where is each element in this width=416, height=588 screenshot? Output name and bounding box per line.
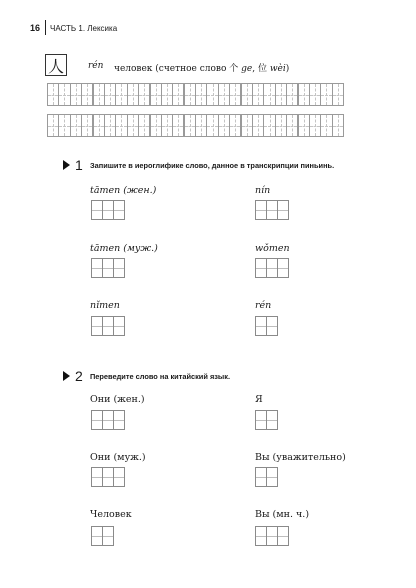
answer-boxes[interactable]	[255, 316, 277, 336]
practice-cell[interactable]	[195, 83, 207, 106]
running-title: ЧАСТЬ 1. Лексика	[50, 24, 118, 33]
answer-box[interactable]	[113, 316, 125, 336]
counter-char-2: 位	[257, 64, 267, 74]
practice-cell[interactable]	[161, 114, 173, 137]
item-label: Человек	[90, 509, 132, 520]
item-label: Вы (мн. ч.)	[255, 509, 310, 520]
answer-box[interactable]	[102, 526, 114, 546]
item-label: Вы (уважительно)	[255, 452, 346, 463]
item-label: tāmen (муж.)	[90, 243, 158, 254]
item-label: wǒmen	[255, 243, 290, 254]
item-label: nǐmen	[90, 300, 120, 311]
answer-box[interactable]	[255, 467, 267, 487]
practice-cell[interactable]	[275, 114, 287, 137]
counter-pinyin-1: ge	[241, 64, 253, 74]
answer-box[interactable]	[266, 316, 278, 336]
exercise-marker-icon	[63, 371, 70, 381]
answer-box[interactable]	[255, 200, 267, 220]
practice-cell[interactable]	[81, 114, 93, 137]
practice-cell[interactable]	[298, 83, 310, 106]
answer-box[interactable]	[277, 200, 289, 220]
answer-boxes[interactable]	[255, 200, 289, 220]
answer-box[interactable]	[255, 410, 267, 430]
practice-cell[interactable]	[115, 83, 127, 106]
answer-box[interactable]	[91, 258, 103, 278]
counter-pinyin-2: wèi	[269, 64, 286, 74]
answer-box[interactable]	[113, 258, 125, 278]
answer-box[interactable]	[277, 258, 289, 278]
practice-cell[interactable]	[241, 114, 253, 137]
practice-cell[interactable]	[138, 83, 150, 106]
answer-box[interactable]	[113, 200, 125, 220]
answer-box[interactable]	[113, 410, 125, 430]
answer-box[interactable]	[266, 467, 278, 487]
practice-cell[interactable]	[184, 114, 196, 137]
item-label: Я	[255, 394, 263, 405]
practice-cell[interactable]	[70, 83, 82, 106]
practice-cell[interactable]	[309, 83, 321, 106]
entry-meaning	[114, 61, 289, 74]
practice-cell[interactable]	[93, 114, 105, 137]
answer-boxes[interactable]	[255, 526, 289, 546]
practice-cell[interactable]	[195, 114, 207, 137]
practice-cell[interactable]	[58, 114, 70, 137]
answer-box[interactable]	[277, 526, 289, 546]
answer-box[interactable]	[91, 316, 103, 336]
practice-grid-row[interactable]	[47, 83, 343, 106]
answer-box[interactable]	[102, 316, 114, 336]
practice-cell[interactable]	[252, 114, 264, 137]
practice-grid-row[interactable]	[47, 114, 343, 137]
answer-box[interactable]	[91, 526, 103, 546]
practice-cell[interactable]	[138, 114, 150, 137]
exercise-number: 1	[75, 157, 83, 173]
answer-box[interactable]	[91, 410, 103, 430]
practice-cell[interactable]	[172, 83, 184, 106]
entry-pinyin: rén	[88, 61, 104, 71]
exercise-marker-icon	[63, 160, 70, 170]
practice-cell[interactable]	[150, 83, 162, 106]
answer-boxes[interactable]	[91, 410, 125, 430]
practice-cell[interactable]	[241, 83, 253, 106]
practice-cell[interactable]	[263, 83, 275, 106]
answer-box[interactable]	[255, 526, 267, 546]
practice-cell[interactable]	[206, 114, 218, 137]
practice-cell[interactable]	[298, 114, 310, 137]
exercise-instruction: Запишите в иероглифике слово, данное в транскрипции пиньинь.	[90, 161, 335, 170]
practice-cell[interactable]	[332, 114, 344, 137]
exercise-number: 2	[75, 368, 83, 384]
answer-box[interactable]	[255, 316, 267, 336]
practice-cell[interactable]	[286, 83, 298, 106]
answer-boxes[interactable]	[255, 467, 277, 487]
answer-box[interactable]	[266, 258, 278, 278]
header-divider	[45, 20, 46, 35]
answer-box[interactable]	[255, 258, 267, 278]
practice-cell[interactable]	[218, 83, 230, 106]
answer-box[interactable]	[266, 200, 278, 220]
page-number: 16	[30, 23, 41, 33]
answer-box[interactable]	[91, 467, 103, 487]
item-label: tāmen (жен.)	[90, 185, 157, 196]
practice-cell[interactable]	[104, 83, 116, 106]
answer-boxes[interactable]	[91, 200, 125, 220]
answer-box[interactable]	[102, 200, 114, 220]
answer-box[interactable]	[102, 467, 114, 487]
practice-cell[interactable]	[81, 83, 93, 106]
practice-cell[interactable]	[184, 83, 196, 106]
practice-cell[interactable]	[206, 83, 218, 106]
meaning-prefix: человек (счетное слово	[114, 64, 230, 74]
practice-cell[interactable]	[70, 114, 82, 137]
answer-boxes[interactable]	[255, 258, 289, 278]
item-label: nín	[255, 185, 271, 196]
practice-cell[interactable]	[161, 83, 173, 106]
answer-box[interactable]	[113, 467, 125, 487]
answer-boxes[interactable]	[91, 526, 113, 546]
practice-cell[interactable]	[115, 114, 127, 137]
practice-cell[interactable]	[275, 83, 287, 106]
meaning-separator: ,	[252, 64, 258, 74]
answer-boxes[interactable]	[255, 410, 277, 430]
practice-cell[interactable]	[252, 83, 264, 106]
practice-cell[interactable]	[320, 114, 332, 137]
practice-cell[interactable]	[93, 83, 105, 106]
exercise-instruction: Переведите слово на китайский язык.	[90, 372, 230, 381]
answer-box[interactable]	[102, 410, 114, 430]
practice-cell[interactable]	[229, 83, 241, 106]
answer-box[interactable]	[266, 526, 278, 546]
practice-cell[interactable]	[332, 83, 344, 106]
practice-cell[interactable]	[47, 114, 59, 137]
answer-box[interactable]	[266, 410, 278, 430]
answer-boxes[interactable]	[91, 467, 125, 487]
answer-box[interactable]	[91, 200, 103, 220]
practice-cell[interactable]	[320, 83, 332, 106]
answer-boxes[interactable]	[91, 316, 125, 336]
practice-cell[interactable]	[309, 114, 321, 137]
practice-cell[interactable]	[229, 114, 241, 137]
answer-boxes[interactable]	[91, 258, 125, 278]
practice-cell[interactable]	[286, 114, 298, 137]
practice-cell[interactable]	[58, 83, 70, 106]
practice-cell[interactable]	[150, 114, 162, 137]
practice-cell[interactable]	[172, 114, 184, 137]
practice-cell[interactable]	[218, 114, 230, 137]
practice-cell[interactable]	[47, 83, 59, 106]
item-label: rén	[255, 300, 272, 311]
practice-cell[interactable]	[104, 114, 116, 137]
item-label: Они (муж.)	[90, 452, 146, 463]
answer-box[interactable]	[102, 258, 114, 278]
practice-cell[interactable]	[263, 114, 275, 137]
practice-cell[interactable]	[127, 114, 139, 137]
item-label: Они (жен.)	[90, 394, 145, 405]
character-box: 人	[45, 54, 67, 76]
practice-cell[interactable]	[127, 83, 139, 106]
meaning-suffix: )	[285, 64, 290, 74]
counter-char-1: 个	[229, 64, 239, 74]
